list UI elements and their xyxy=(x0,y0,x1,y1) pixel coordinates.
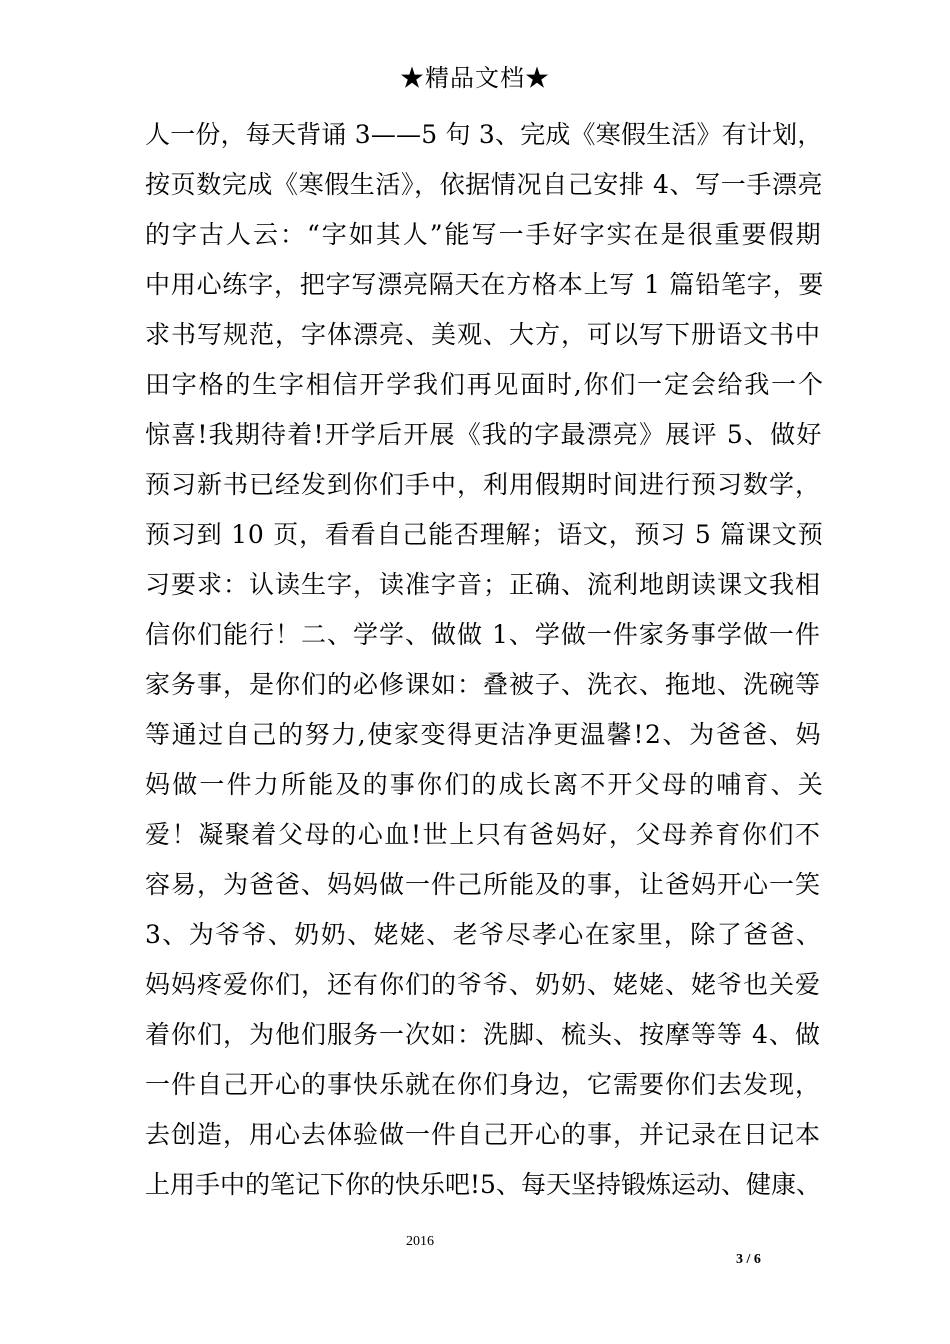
body-line: 上用手中的笔记下你的快乐吧!5、每天坚持锻炼运动、健康、 xyxy=(145,1170,821,1199)
body-line: 容易，为爸爸、妈妈做一件己所能及的事，让爸妈开心一笑 xyxy=(145,870,822,899)
body-line: 预习新书已经发到你们手中，利用假期时间进行预习数学， xyxy=(145,470,822,499)
body-line: 求书写规范，字体漂亮、美观、大方，可以写下册语文书中 xyxy=(145,320,822,349)
body-line: 去创造，用心去体验做一件自己开心的事，并记录在日记本 xyxy=(145,1120,822,1149)
body-line: 人一份，每天背诵 3——5 句 3、完成《寒假生活》有计划， xyxy=(145,120,823,149)
body-line: 3、为爷爷、奶奶、姥姥、老爷尽孝心在家里，除了爸爸、 xyxy=(145,920,823,949)
body-line: 一件自己开心的事快乐就在你们身边，它需要你们去发现， xyxy=(145,1070,822,1099)
body-line: 惊喜!我期待着!开学后开展《我的字最漂亮》展评 5、做好 xyxy=(145,420,823,449)
body-line: 等通过自己的努力,使家变得更洁净更温馨!2、为爸爸、妈 xyxy=(145,720,823,749)
body-line: 的字古人云：“字如其人”能写一手好字实在是很重要假期 xyxy=(145,220,823,249)
body-line: 预习到 10 页，看看自己能否理解；语文，预习 5 篇课文预 xyxy=(145,520,824,549)
body-line: 信你们能行！二、学学、做做 1、学做一件家务事学做一件 xyxy=(145,620,821,649)
body-line: 妈做一件力所能及的事你们的成长离不开父母的哺育、关 xyxy=(145,770,826,799)
page-number: 3 / 6 xyxy=(736,1252,761,1267)
body-line: 爱！凝聚着父母的心血!世上只有爸妈好，父母养育你们不 xyxy=(145,820,822,849)
body-line: 习要求：认读生字，读准字音；正确、流利地朗读课文我相 xyxy=(145,570,822,599)
document-body xyxy=(145,110,826,1210)
body-line: 妈妈疼爱你们，还有你们的爷爷、奶奶、姥姥、姥爷也关爱 xyxy=(145,970,822,999)
body-line: 中用心练字，把字写漂亮隔天在方格本上写 1 篇铅笔字，要 xyxy=(145,270,825,299)
body-line: 着你们，为他们服务一次如：洗脚、梳头、按摩等等 4、做 xyxy=(145,1020,821,1049)
body-line: 田字格的生字相信开学我们再见面时,你们一定会给我一个 xyxy=(145,370,825,399)
body-line: 家务事，是你们的必修课如：叠被子、洗衣、拖地、洗碗等 xyxy=(145,670,822,699)
body-line: 按页数完成《寒假生活》，依据情况自己安排 4、写一手漂亮 xyxy=(145,170,824,199)
document-header-title: ★精品文档★ xyxy=(400,64,550,92)
footer-year: 2016 xyxy=(406,1234,434,1249)
